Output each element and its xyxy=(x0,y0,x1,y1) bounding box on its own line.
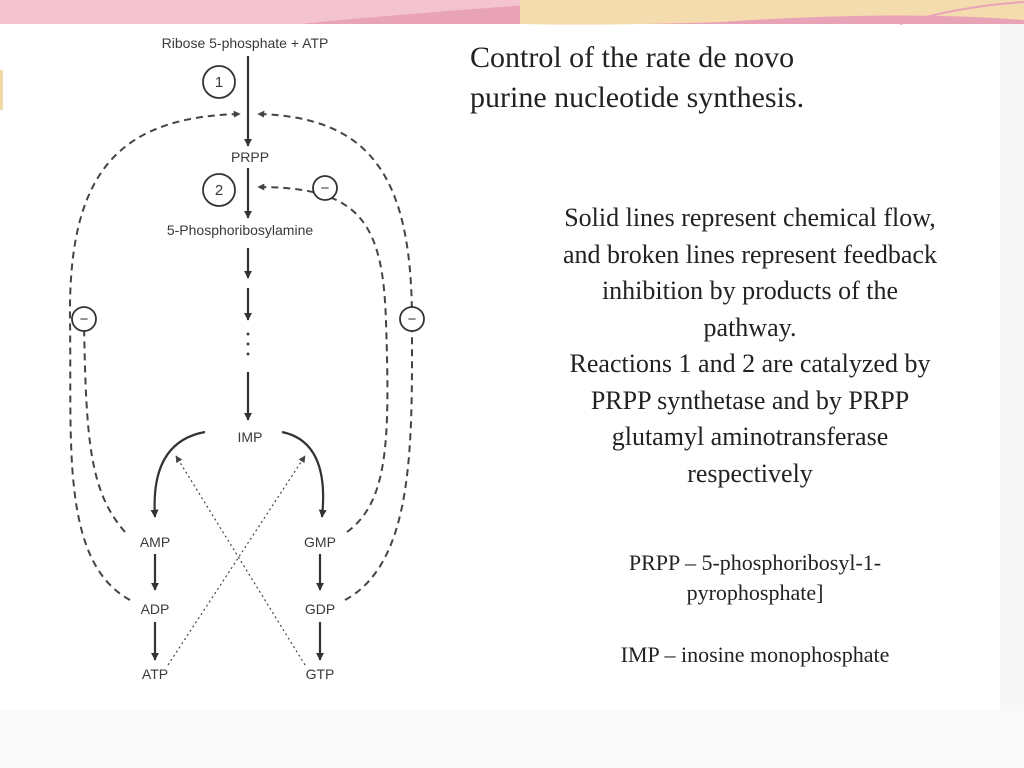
svg-text:−: − xyxy=(79,311,89,328)
svg-text:−: − xyxy=(407,311,417,328)
svg-text:−: − xyxy=(320,180,330,197)
description-line: Reactions 1 and 2 are catalyzed by xyxy=(569,349,931,378)
imp-definition-line: IMP – inosine monophosphate xyxy=(620,642,890,667)
description-line: PRPP synthetase and by PRPP xyxy=(590,385,910,415)
inhibition-symbol-left xyxy=(72,307,96,331)
right-margin-strip xyxy=(1000,24,1024,768)
prpp-definition-line-1: PRPP – 5-phosphoribosyl-1- xyxy=(628,550,882,575)
description-line: and broken lines represent feedback xyxy=(563,239,937,269)
ellipsis-dot xyxy=(247,343,250,346)
atp-label: ATP xyxy=(141,666,169,682)
ellipsis-dot xyxy=(247,353,250,356)
ellipsis-dot xyxy=(247,333,250,336)
title-line-2: purine nucleotide synthesis. xyxy=(470,81,805,114)
title-line-1: Control of the rate de novo xyxy=(470,41,795,74)
step-1-label: 1 xyxy=(214,74,224,91)
gmp-label: GMP xyxy=(304,534,336,550)
description-line: Solid lines represent chemical flow, xyxy=(564,203,936,232)
prpp-definition-line-2: pyrophosphate] xyxy=(686,580,824,605)
description-line: respectively xyxy=(687,458,813,488)
imp-label: IMP xyxy=(237,429,263,445)
description-line: glutamyl aminotransferase xyxy=(611,422,889,451)
slide-title xyxy=(470,38,900,118)
amp-label: AMP xyxy=(139,534,171,550)
adp-label: ADP xyxy=(140,601,170,617)
step-2-label: 2 xyxy=(214,182,224,199)
description-line: inhibition by products of the xyxy=(601,276,899,305)
purine-pathway-diagram xyxy=(0,22,470,712)
inhibition-symbol-right xyxy=(400,307,424,331)
inhibition-symbol-step2 xyxy=(313,176,337,200)
dotted-arrow-gtp-to-amp-branch xyxy=(176,456,305,665)
prpp-label: PRPP xyxy=(230,149,270,165)
flow-arrow-imp-to-amp xyxy=(155,432,205,517)
substrate-label: Ribose 5-phosphate + ATP xyxy=(161,35,329,51)
footer-strip xyxy=(0,710,1024,768)
imp-definition xyxy=(560,640,950,670)
gtp-label: GTP xyxy=(305,666,335,682)
feedback-loop-amp-to-step1 xyxy=(84,322,125,532)
flow-arrow-imp-to-gmp xyxy=(282,432,323,517)
description-line: pathway. xyxy=(703,312,797,342)
description-text xyxy=(500,200,1000,492)
gdp-label: GDP xyxy=(304,601,336,617)
dotted-arrow-atp-to-gmp-branch xyxy=(168,456,305,665)
prpp-definition xyxy=(560,548,950,608)
phosphoribosylamine-label: 5-Phosphoribosylamine xyxy=(166,222,314,238)
